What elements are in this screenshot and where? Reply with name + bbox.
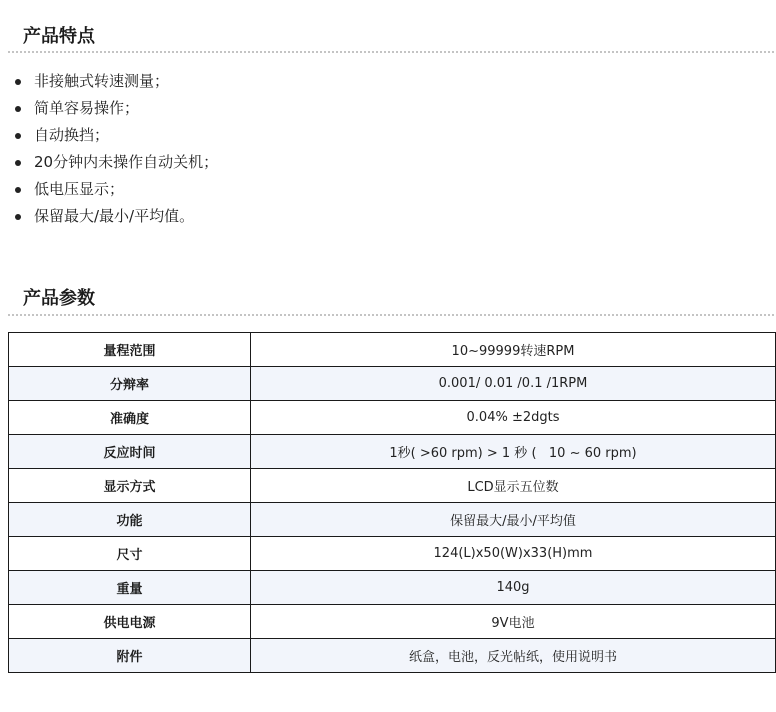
spec-label: 分辩率 xyxy=(9,367,251,401)
spec-value: 1秒( >60 rpm) > 1 秒 ( 10 ~ 60 rpm) xyxy=(251,435,776,469)
spec-value: 纸盒，电池，反光帖纸，使用说明书 xyxy=(251,639,776,673)
feature-item xyxy=(14,149,218,176)
specs-heading: 产品参数 xyxy=(23,288,95,309)
bullet-icon xyxy=(15,133,21,139)
specs-section-header xyxy=(8,287,774,316)
spec-label: 供电电源 xyxy=(9,605,251,639)
table-row xyxy=(9,401,776,435)
spec-label: 重量 xyxy=(9,571,251,605)
table-row xyxy=(9,333,776,367)
feature-item xyxy=(14,122,218,149)
feature-text: 自动换挡； xyxy=(34,126,110,144)
feature-item xyxy=(14,95,218,122)
features-heading: 产品特点 xyxy=(23,26,95,47)
spec-value: LCD显示五位数 xyxy=(251,469,776,503)
spec-value: 0.001/ 0.01 /0.1 /1RPM xyxy=(251,367,776,401)
bullet-icon xyxy=(15,79,21,85)
spec-label: 尺寸 xyxy=(9,537,251,571)
feature-text: 20分钟内未操作自动关机； xyxy=(34,153,219,171)
feature-text: 低电压显示； xyxy=(34,180,125,198)
bullet-icon xyxy=(15,106,21,112)
feature-list xyxy=(14,68,218,230)
spec-label: 反应时间 xyxy=(9,435,251,469)
spec-value: 140g xyxy=(251,571,776,605)
table-row xyxy=(9,503,776,537)
table-row xyxy=(9,537,776,571)
features-section-header xyxy=(8,25,774,53)
spec-value: 保留最大/最小/平均值 xyxy=(251,503,776,537)
feature-item xyxy=(14,68,218,95)
feature-text: 非接触式转速测量； xyxy=(34,72,170,90)
spec-label: 功能 xyxy=(9,503,251,537)
table-row xyxy=(9,605,776,639)
table-row xyxy=(9,571,776,605)
spec-label: 准确度 xyxy=(9,401,251,435)
spec-label: 附件 xyxy=(9,639,251,673)
bullet-icon xyxy=(15,214,21,220)
spec-value: 0.04% ±2dgts xyxy=(251,401,776,435)
feature-item xyxy=(14,203,218,230)
feature-text: 保留最大/最小/平均值。 xyxy=(34,207,195,225)
feature-text: 简单容易操作； xyxy=(34,99,140,117)
table-row xyxy=(9,639,776,673)
table-row xyxy=(9,469,776,503)
spec-value: 9V电池 xyxy=(251,605,776,639)
spec-label: 显示方式 xyxy=(9,469,251,503)
table-row xyxy=(9,367,776,401)
bullet-icon xyxy=(15,160,21,166)
feature-item xyxy=(14,176,218,203)
bullet-icon xyxy=(15,187,21,193)
spec-label: 量程范围 xyxy=(9,333,251,367)
table-row xyxy=(9,435,776,469)
spec-table xyxy=(8,332,776,673)
spec-value: 124(L)x50(W)x33(H)mm xyxy=(251,537,776,571)
spec-value: 10~99999转速RPM xyxy=(251,333,776,367)
